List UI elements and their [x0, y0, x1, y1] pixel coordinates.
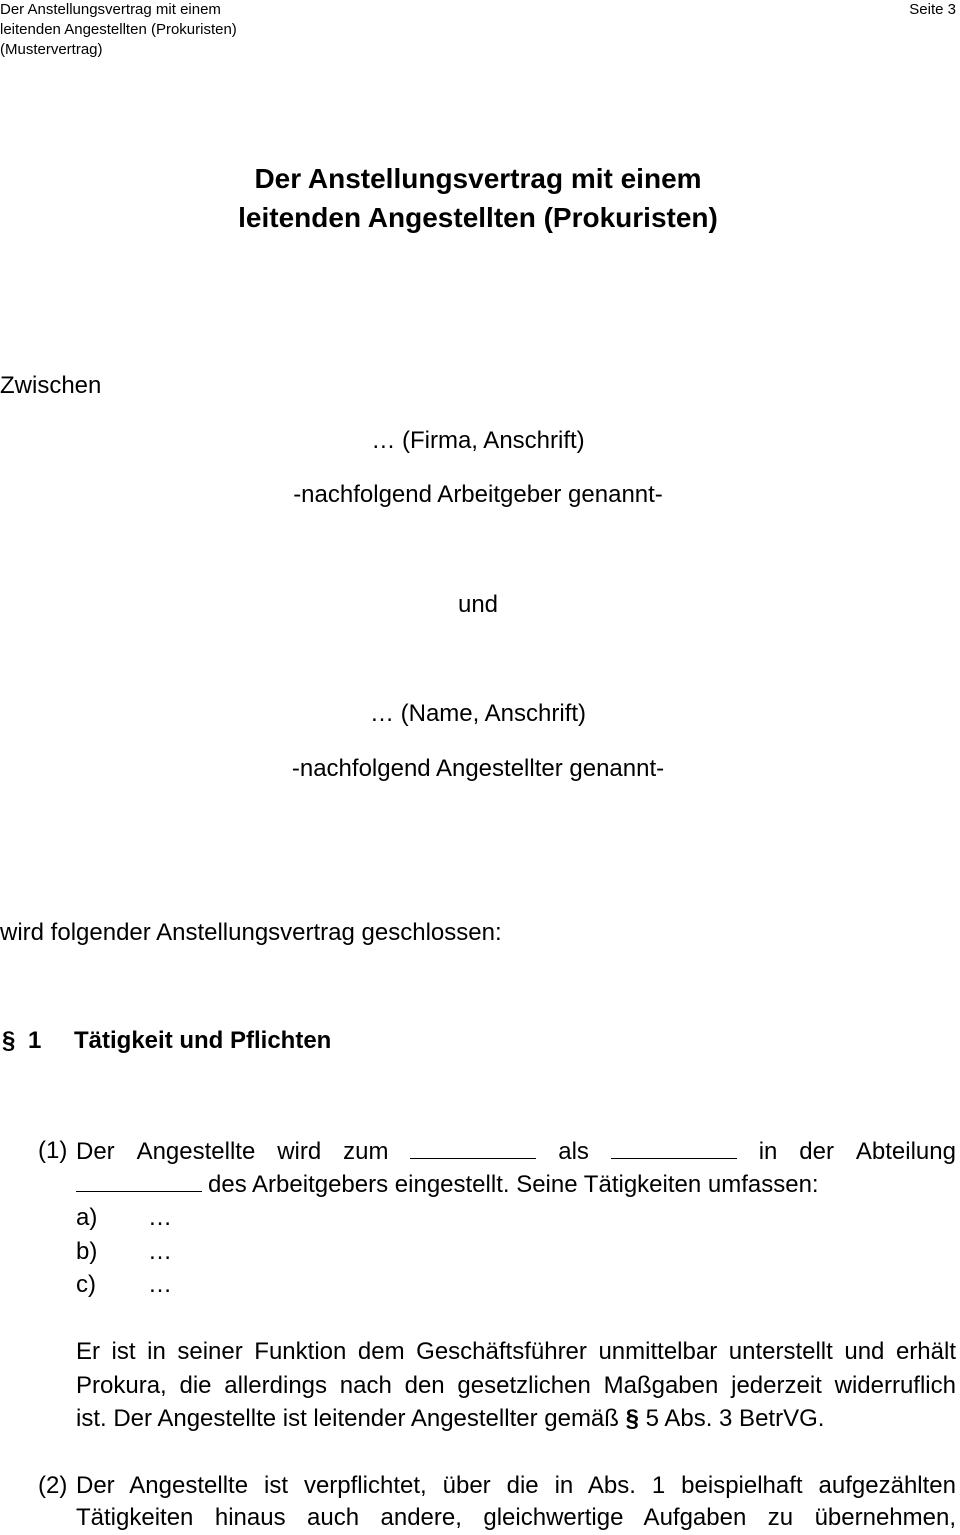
section-symbol: §	[2, 1027, 16, 1054]
position-blank	[410, 1136, 536, 1159]
list-item-label: a)	[76, 1204, 98, 1231]
employer-placeholder: … (Firma, Anschrift)	[371, 427, 585, 454]
title-blank	[611, 1136, 737, 1159]
list-item-text: …	[148, 1204, 172, 1231]
word: der	[799, 1138, 834, 1165]
section-title: Tätigkeit und Pflichten	[74, 1027, 332, 1054]
function-line-3-post: 5 Abs. 3 BetrVG.	[645, 1405, 825, 1432]
list-item	[76, 1203, 172, 1233]
section-number: 1	[28, 1027, 42, 1054]
list-item-label: b)	[76, 1238, 98, 1265]
header-line-3: (Mustervertrag)	[0, 41, 103, 58]
word: wird	[277, 1138, 322, 1165]
word: zum	[343, 1138, 389, 1165]
para2-line-2: Tätigkeiten hinaus auch andere, gleichwertige Aufgaben zu übernehmen,	[76, 1504, 956, 1531]
header-line-2: leitenden Angestellten (Prokuristen)	[0, 21, 237, 38]
running-header	[0, 0, 237, 60]
para2-number: (2)	[38, 1472, 68, 1499]
employer-role: -nachfolgend Arbeitgeber genannt-	[293, 481, 663, 508]
function-line-3-pre: ist. Der Angestellte ist leitender Angestellter gemäß	[76, 1405, 619, 1432]
word: Abteilung	[855, 1138, 956, 1165]
page-number: Seite 3	[909, 1, 956, 18]
employee-placeholder: … (Name, Anschrift)	[369, 700, 587, 727]
para2-line-1: Der Angestellte ist verpflichtet, über die in Abs. 1 beispielhaft aufgezählten	[76, 1472, 956, 1499]
para1-line-2	[76, 1169, 819, 1200]
list-item-text: …	[148, 1238, 172, 1265]
para1-line-1	[76, 1136, 956, 1167]
para1-line-2-text: des Arbeitgebers eingestellt. Seine Tätigkeiten umfassen:	[208, 1171, 819, 1198]
list-item	[76, 1270, 172, 1300]
department-blank	[76, 1169, 202, 1192]
list-item-label: c)	[76, 1271, 96, 1298]
function-line-2: Prokura, die allerdings nach den gesetzlichen Maßgaben jederzeit widerruflich	[76, 1372, 956, 1399]
word: Der	[76, 1138, 115, 1165]
between-label: Zwischen	[0, 372, 102, 399]
list-item-text: …	[148, 1271, 172, 1298]
paragraph-symbol: §	[625, 1405, 639, 1432]
document-title-line-1: Der Anstellungsvertrag mit einem	[254, 163, 702, 194]
and-label: und	[457, 591, 499, 618]
list-item	[76, 1237, 172, 1267]
word: als	[558, 1138, 589, 1165]
contract-conclusion: wird folgender Anstellungsvertrag geschlossen:	[0, 919, 502, 946]
employee-role: -nachfolgend Angestellter genannt-	[291, 755, 665, 782]
para1-number: (1)	[38, 1137, 68, 1164]
function-line-1: Er ist in seiner Funktion dem Geschäftsführer unmittelbar unterstellt und erhält	[76, 1338, 956, 1365]
document-title-line-2: leitenden Angestellten (Prokuristen)	[238, 202, 718, 233]
header-line-1: Der Anstellungsvertrag mit einem	[0, 1, 221, 18]
word: in	[758, 1138, 778, 1165]
word: Angestellte	[136, 1138, 256, 1165]
section-heading	[2, 1026, 332, 1056]
function-line-3	[76, 1404, 824, 1434]
